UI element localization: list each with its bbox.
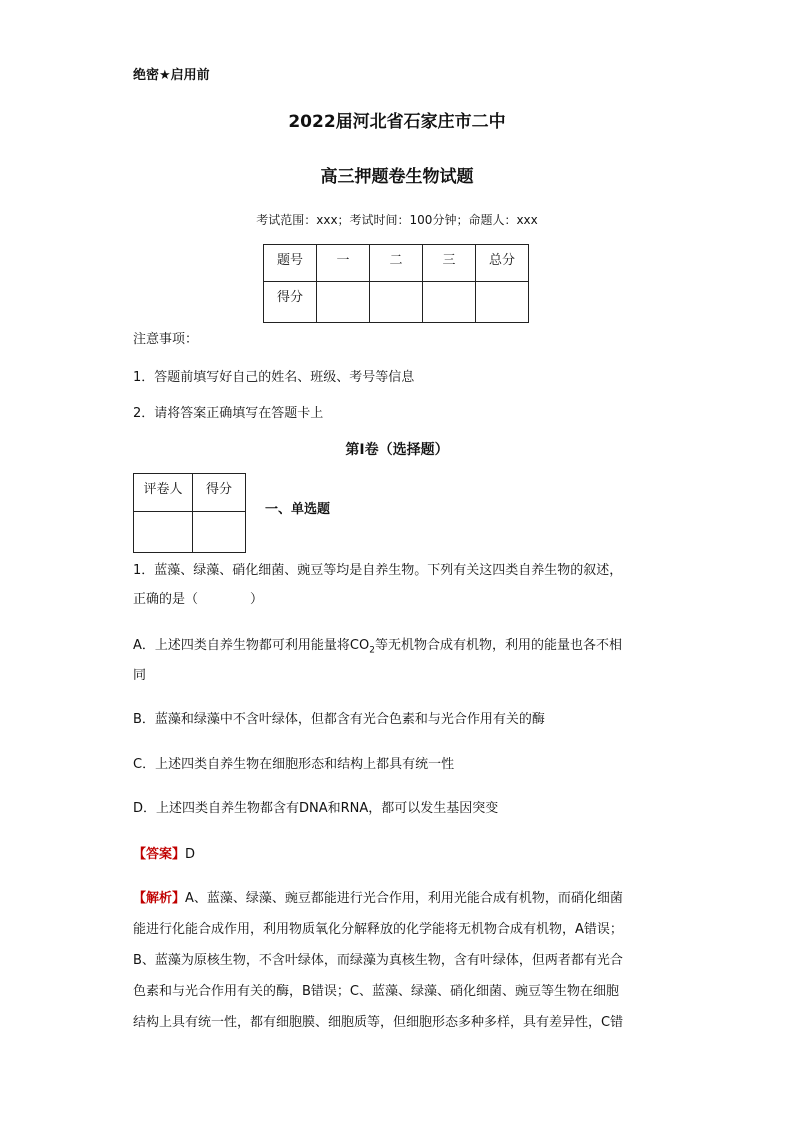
grader-cell	[193, 512, 246, 553]
option-a-cont: 同	[133, 668, 147, 683]
score-header-cell: 三	[423, 245, 476, 282]
score-cell	[370, 282, 423, 323]
grader-label: 评卷人	[134, 474, 193, 512]
notes-title: 注意事项：	[133, 332, 199, 347]
analysis-tag: 【解析】	[133, 891, 186, 906]
analysis-line	[133, 889, 623, 909]
exam-subtitle: 高三押题卷生物试题	[320, 167, 474, 187]
score-row-label: 得分	[264, 282, 317, 323]
section-title: 第I卷（选择题）	[345, 442, 449, 458]
analysis-line: 结构上具有统一性，都有细胞膜、细胞质等，但细胞形态多种多样，具有差异性，C错	[133, 1015, 624, 1030]
option-a-text: A．上述四类自养生物都可利用能量将CO	[133, 638, 370, 653]
grader-table	[133, 473, 246, 553]
analysis-line: 能进行化能合成作用，利用物质氧化分解释放的化学能将无机物合成有机物，A错误；	[133, 922, 623, 937]
answer-tag: 【答案】	[133, 847, 186, 862]
grader-score-label: 得分	[193, 474, 246, 512]
option-c: C．上述四类自养生物在细胞形态和结构上都具有统一性	[133, 757, 455, 772]
exam-title: 2022届河北省石家庄市二中	[288, 112, 506, 132]
option-d: D．上述四类自养生物都含有DNA和RNA，都可以发生基因突变	[133, 801, 499, 816]
part-title: 一、单选题	[265, 502, 331, 517]
score-cell	[423, 282, 476, 323]
analysis-line: B、蓝藻为原核生物，不含叶绿体，而绿藻为真核生物，含有叶绿体，但两者都有光合	[133, 953, 623, 968]
score-header-cell: 总分	[476, 245, 529, 282]
option-a	[133, 636, 622, 661]
answer	[133, 845, 195, 865]
option-b: B．蓝藻和绿藻中不含叶绿体，但都含有光合色素和与光合作用有关的酶	[133, 712, 545, 727]
score-header-cell: 二	[370, 245, 423, 282]
question-stem-cont: 正确的是（ ）	[133, 592, 264, 607]
grader-cell	[134, 512, 193, 553]
answer-value: D	[185, 847, 196, 862]
score-header-cell: 一	[317, 245, 370, 282]
score-header-cell: 题号	[264, 245, 317, 282]
question-stem: 1．蓝藻、绿藻、硝化细菌、豌豆等均是自养生物。下列有关这四类自养生物的叙述，	[133, 563, 623, 578]
notes-item: 1．答题前填写好自己的姓名、班级、考号等信息	[133, 370, 415, 385]
analysis-line: 色素和与光合作用有关的酶，B错误；C、蓝藻、绿藻、硝化细菌、豌豆等生物在细胞	[133, 984, 619, 999]
confidential-label: 绝密★启用前	[133, 68, 210, 83]
option-a-text-cont: 等无机物合成有机物，利用的能量也各不相	[374, 638, 622, 653]
exam-info: 考试范围：xxx；考试时间：100分钟；命题人：xxx	[256, 213, 538, 227]
notes-item: 2．请将答案正确填写在答题卡上	[133, 406, 324, 421]
analysis-text: A、蓝藻、绿藻、豌豆都能进行光合作用，利用光能合成有机物，而硝化细菌	[185, 891, 623, 906]
score-cell	[476, 282, 529, 323]
score-cell	[317, 282, 370, 323]
option-a-subscript: 2	[369, 645, 375, 656]
score-table	[263, 244, 529, 323]
